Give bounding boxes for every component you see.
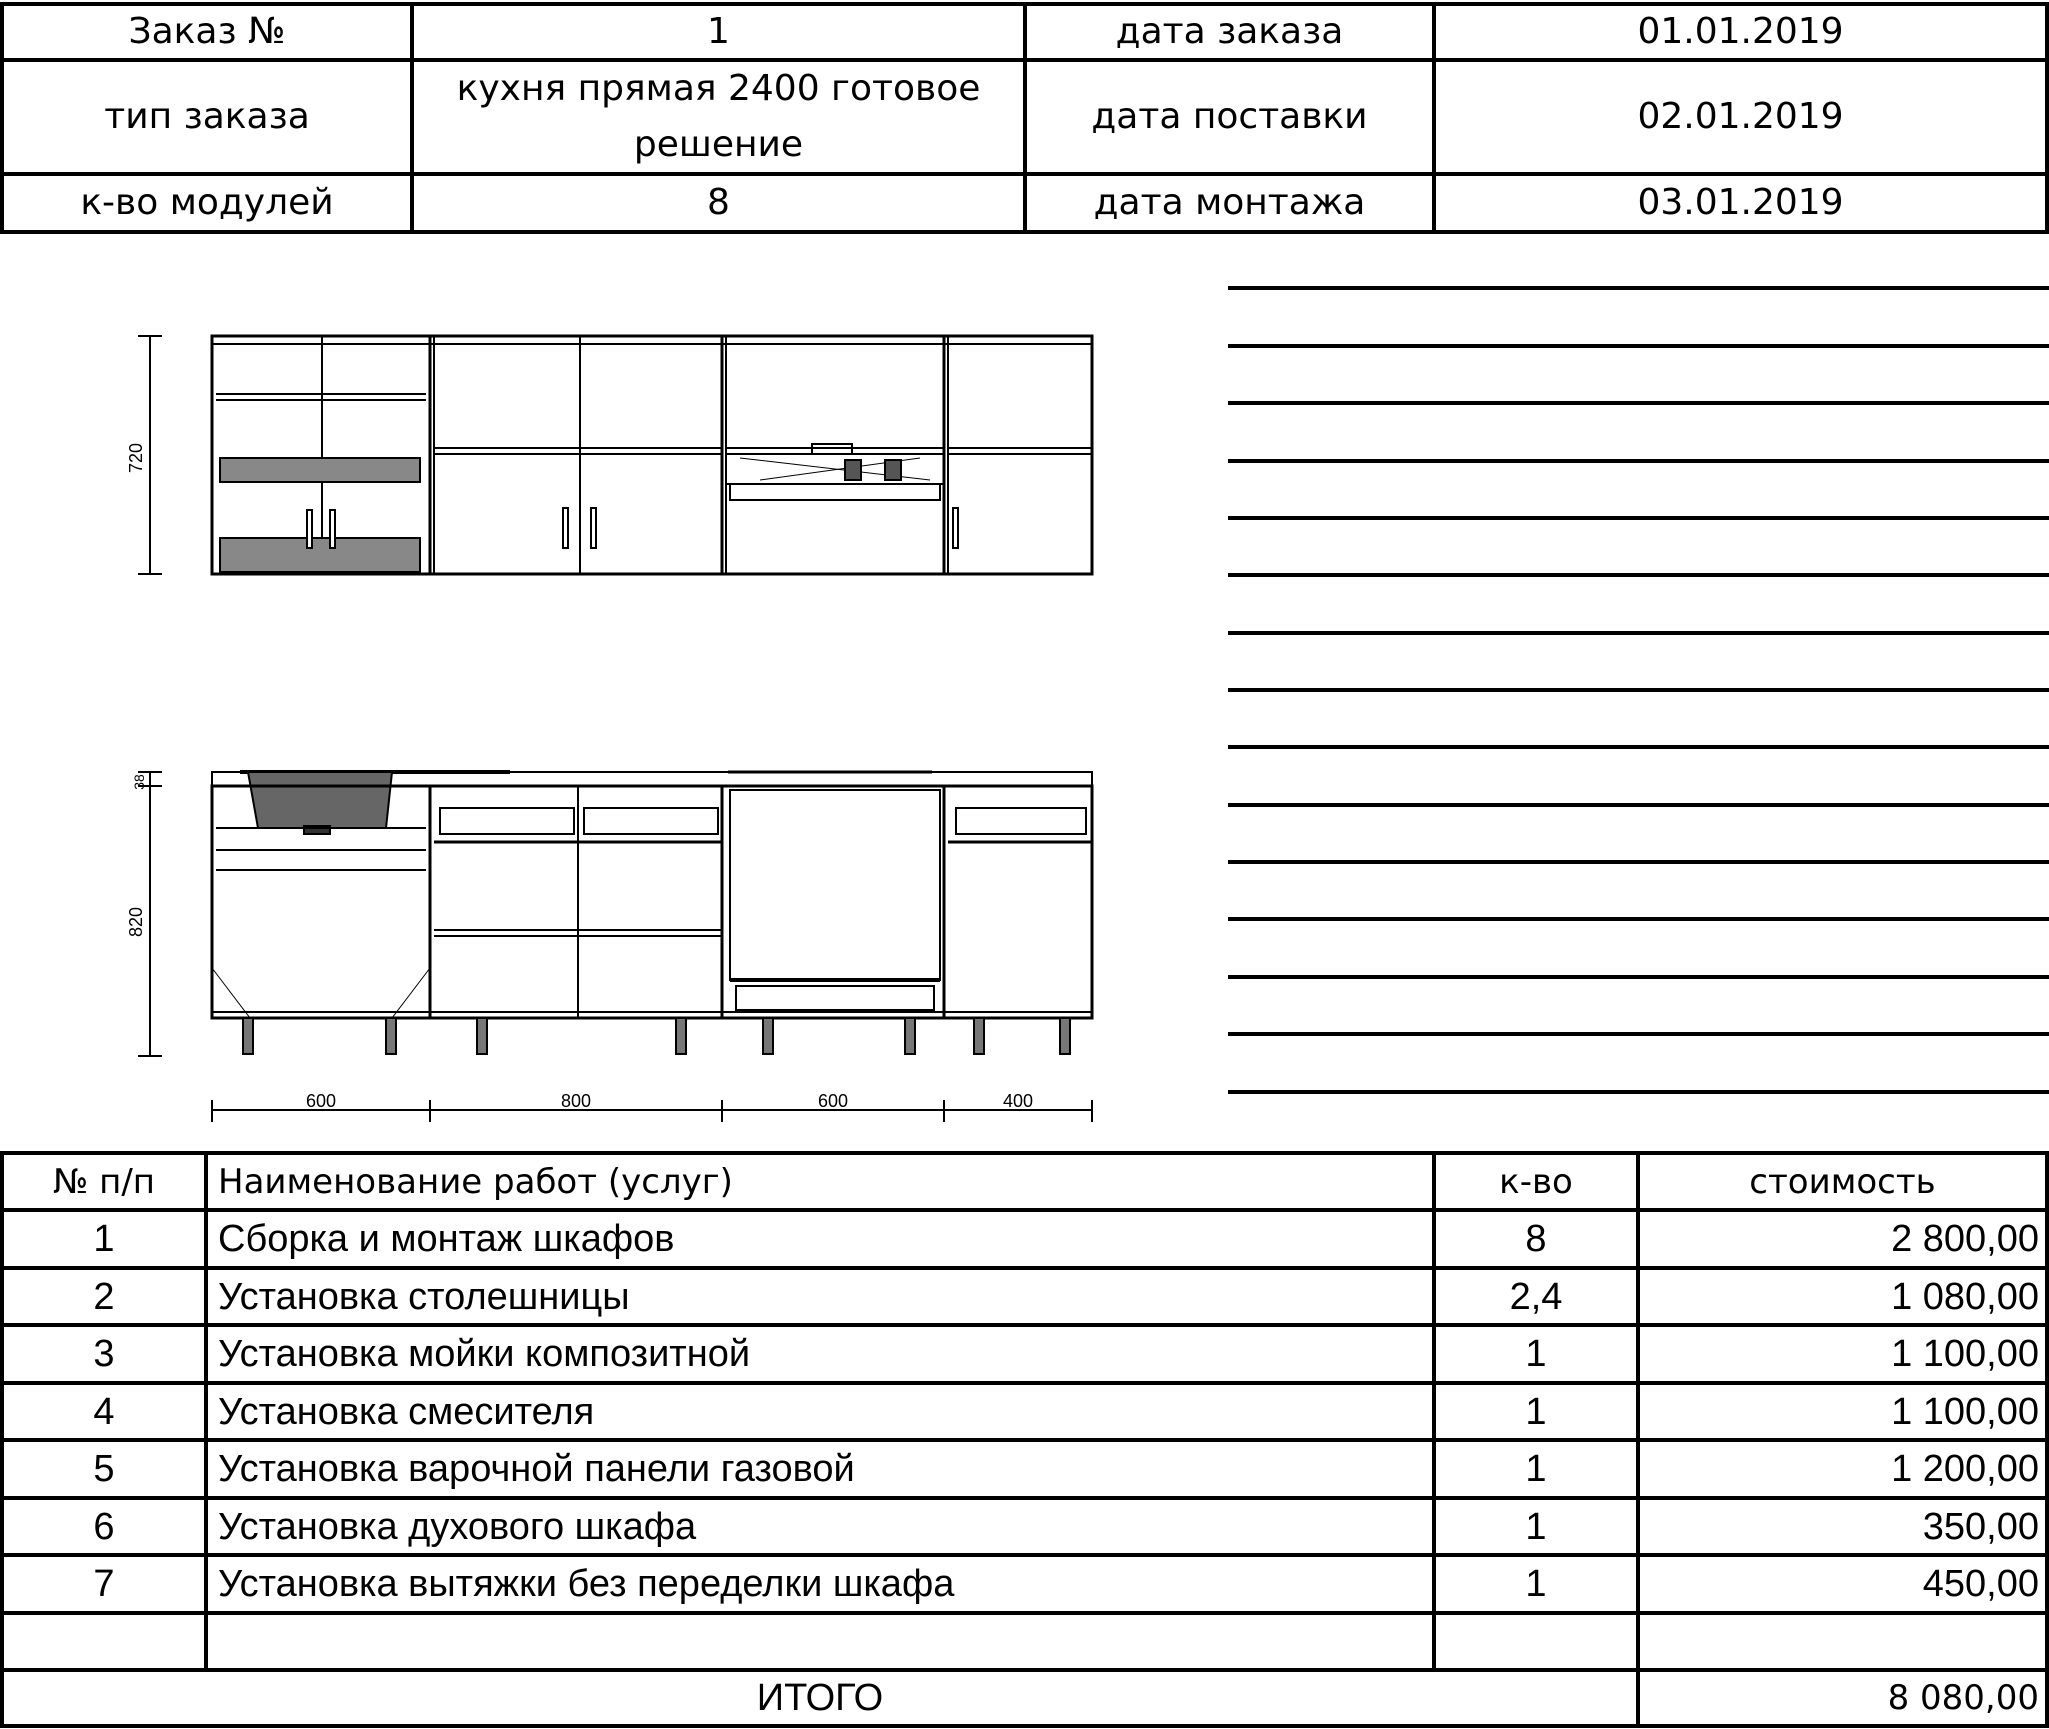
divider: [0, 1724, 2049, 1728]
row-num: 3: [93, 1333, 115, 1375]
width-dimension: [212, 1091, 1092, 1122]
row-qty: 8: [1525, 1218, 1547, 1260]
order-date-value: 01.01.2019: [1637, 11, 1844, 52]
row-qty: 1: [1525, 1390, 1547, 1433]
row-name: Установка мойки композитной: [218, 1333, 751, 1375]
note-line: [1228, 631, 2049, 635]
order-type-label: тип заказа: [104, 96, 310, 137]
note-line: [1228, 745, 2049, 749]
row-qty: 1: [1525, 1505, 1547, 1548]
row-name: Сборка и монтаж шкафов: [218, 1218, 675, 1260]
divider: [2045, 1151, 2049, 1728]
row-num: 4: [93, 1390, 115, 1433]
note-line: [1228, 688, 2049, 692]
order-date-label: дата заказа: [1115, 11, 1344, 52]
row-num: 2: [93, 1275, 115, 1318]
note-line: [1228, 1032, 2049, 1036]
upper-cabinets: [212, 336, 1092, 574]
row-cost: 350,00: [1922, 1505, 2039, 1548]
note-line: [1228, 860, 2049, 864]
row-cost: 1 080,00: [1891, 1275, 2039, 1318]
note-line: [1228, 1090, 2049, 1094]
row-num: 1: [93, 1218, 115, 1260]
width-label-1: 600: [305, 1091, 337, 1111]
row-qty: 1: [1525, 1563, 1547, 1605]
order-type-value: [414, 62, 1023, 172]
width-label-4: 400: [1002, 1091, 1034, 1111]
row-num: 6: [93, 1505, 115, 1548]
divider: [2045, 2, 2049, 234]
row-name: Установка вытяжки без переделки шкафа: [218, 1563, 955, 1605]
row-name: Установка духового шкафа: [218, 1505, 697, 1548]
install-date-label: дата монтажа: [1093, 182, 1366, 223]
upper-height-label: 720: [126, 442, 146, 474]
lower-height-label: 820: [126, 906, 146, 938]
order-number-label: Заказ №: [128, 11, 286, 52]
row-name: Установка столешницы: [218, 1275, 630, 1318]
total-value: 8 080,00: [1887, 1678, 2039, 1718]
row-name: Установка смесителя: [218, 1390, 595, 1433]
row-num: 5: [93, 1448, 115, 1490]
row-cost: 1 200,00: [1891, 1448, 2039, 1490]
modules-count-label: к-во модулей: [80, 182, 334, 223]
note-line: [1228, 516, 2049, 520]
delivery-date-value: 02.01.2019: [1637, 96, 1844, 137]
order-type-line2: решение: [633, 124, 804, 165]
width-label-2: 800: [560, 1091, 592, 1111]
modules-count-value: 8: [707, 182, 730, 223]
col-header-qty: к-во: [1499, 1161, 1573, 1202]
note-line: [1228, 573, 2049, 577]
delivery-date-label: дата поставки: [1091, 96, 1368, 137]
countertop-thickness-label: 38: [131, 774, 147, 790]
row-cost: 1 100,00: [1891, 1333, 2039, 1375]
kitchen-elevation-drawing: [0, 250, 1200, 1130]
note-line: [1228, 344, 2049, 348]
row-qty: 2,4: [1509, 1275, 1563, 1318]
note-line: [1228, 975, 2049, 979]
row-cost: 450,00: [1922, 1563, 2039, 1605]
order-number-value: 1: [707, 11, 730, 52]
note-line: [1228, 286, 2049, 290]
row-name: Установка варочной панели газовой: [218, 1448, 855, 1490]
upper-height-dimension: [126, 336, 162, 574]
col-header-num: № п/п: [52, 1161, 156, 1202]
note-line: [1228, 803, 2049, 807]
lower-cabinets: [212, 772, 1092, 1054]
note-line: [1228, 917, 2049, 921]
col-header-name: Наименование работ (услуг): [218, 1161, 733, 1202]
order-type-line1: кухня прямая 2400 готовое: [456, 68, 981, 109]
lower-height-dimension: [126, 772, 162, 1056]
install-date-value: 03.01.2019: [1637, 182, 1844, 223]
note-line: [1228, 401, 2049, 405]
width-label-3: 600: [817, 1091, 849, 1111]
row-qty: 1: [1525, 1333, 1547, 1375]
note-line: [1228, 459, 2049, 463]
row-qty: 1: [1525, 1448, 1547, 1490]
total-label: ИТОГО: [756, 1677, 884, 1719]
row-cost: 1 100,00: [1891, 1390, 2039, 1433]
row-num: 7: [93, 1563, 115, 1605]
row-cost: 2 800,00: [1891, 1218, 2039, 1260]
col-header-cost: стоимость: [1749, 1161, 1936, 1202]
